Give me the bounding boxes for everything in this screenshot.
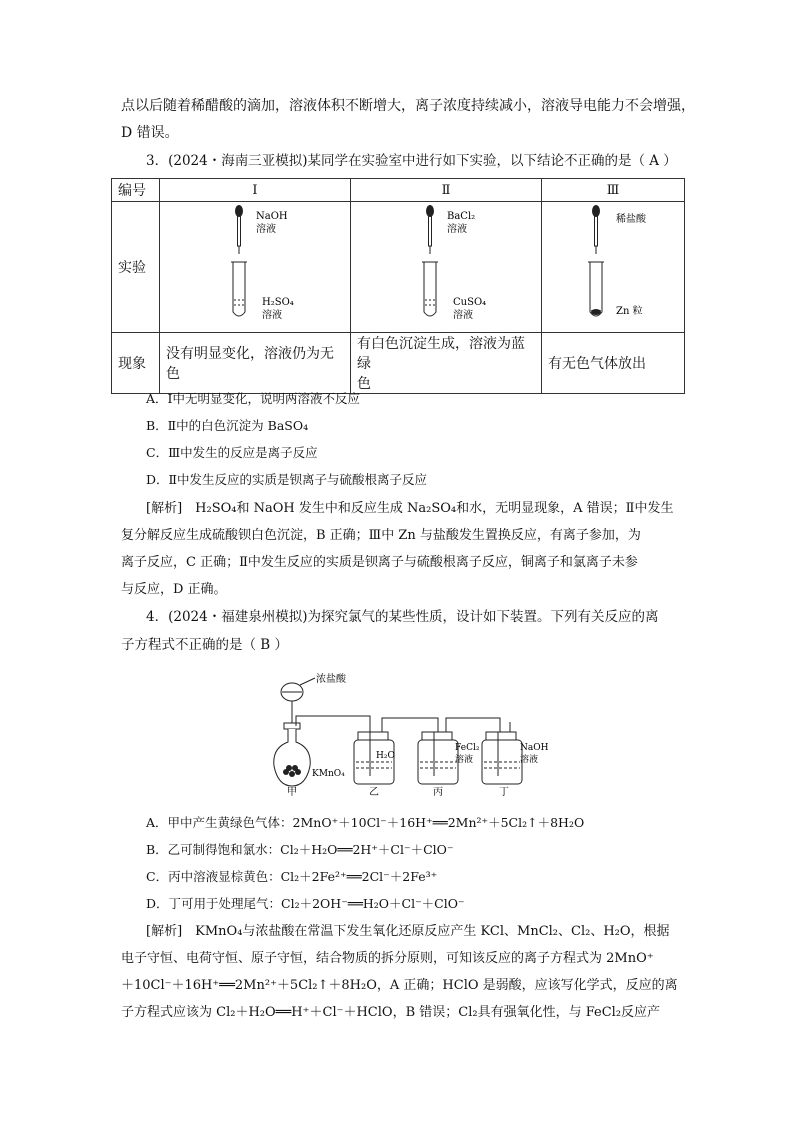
exp1-tube-label2: 溶液 <box>262 310 282 321</box>
q4-analysis-3: ＋10Cl⁻＋16H⁺══2Mn²⁺＋5Cl₂↑＋8H₂O，A 正确；HClO 是弱酸，应该写化学式，反应的离 <box>121 978 678 993</box>
intro-line-2: D 错误。 <box>121 125 179 141</box>
experiment-1-cell <box>160 202 351 333</box>
q4-analysis-1: [解析] KMnO₄与浓盐酸在常温下发生氧化还原反应产生 KCl、MnCl₂、Cl₂、H₂O，根据 <box>146 924 670 939</box>
label-bing: 丙 <box>433 787 443 798</box>
phenomenon-3: 有无色气体放出 <box>542 333 685 394</box>
q4-option-d: D．丁可用于处理尾气：Cl₂＋2OH⁻══H₂O＋Cl⁻＋ClO⁻ <box>146 896 465 911</box>
experiment-2-diagram <box>357 202 535 328</box>
q3-analysis-3: 离子反应，C 正确；Ⅱ中发生反应的实质是钡离子与硫酸根离子反应，铜离子和氯离子未参 <box>121 555 638 570</box>
phenomenon-2-line1: 有白色沉淀生成，溶液为蓝绿 <box>357 336 525 372</box>
col-header-1: Ⅰ <box>160 179 351 202</box>
q3-analysis-4: 与反应，D 正确。 <box>121 582 227 597</box>
row-label-experiment: 实验 <box>112 202 160 333</box>
phenomenon-2 <box>351 333 542 394</box>
q4-option-b: B．乙可制得饱和氯水：Cl₂＋H₂O══2H⁺＋Cl⁻＋ClO⁻ <box>146 842 454 857</box>
q4-option-c: C．丙中溶液显棕黄色：Cl₂＋2Fe²⁺══2Cl⁻＋2Fe³⁺ <box>146 869 438 884</box>
exp1-dropper-label: NaOH <box>256 211 288 222</box>
exp1-tube-label: H₂SO₄ <box>262 297 294 308</box>
flask-reagent-label: KMnO₄ <box>312 769 345 779</box>
q3-option-a: A．Ⅰ中无明显变化，说明两溶液不反应 <box>146 391 360 406</box>
bottle-bing-label2: 溶液 <box>455 755 474 765</box>
experiment-3-cell <box>542 202 685 333</box>
phenomenon-2-line2: 色 <box>357 376 371 392</box>
exp2-dropper-label2: 溶液 <box>447 224 467 235</box>
q4-stem-2: 子方程式不正确的是（ B ） <box>121 637 289 653</box>
q3-analysis-1: [解析] H₂SO₄和 NaOH 发生中和反应生成 Na₂SO₄和水，无明显现象，A 错误；Ⅱ中发生 <box>146 501 674 516</box>
q4-analysis-2: 电子守恒、电荷守恒、原子守恒，结合物质的拆分原则，可知该反应的离子方程式为 2MnO⁺ <box>121 951 654 966</box>
label-yi: 乙 <box>369 787 379 798</box>
experiment-table <box>111 178 685 394</box>
bottle-yi-label: H₂O <box>376 751 395 761</box>
label-jia: 甲 <box>287 787 297 798</box>
q4-stem-1: 4．(2024・福建泉州模拟)为探究氯气的某些性质，设计如下装置。下列有关反应的离 <box>146 609 659 625</box>
experiment-1-diagram <box>166 202 344 328</box>
exp3-tube-label: Zn 粒 <box>616 306 643 317</box>
exp2-tube-label: CuSO₄ <box>453 297 487 308</box>
bottle-bing-label: FeCl₂ <box>455 743 480 753</box>
q3-stem: 3．(2024・海南三亚模拟)某同学在实验室中进行如下实验，以下结论不正确的是（ A ） <box>146 153 677 169</box>
intro-line-1: 点以后随着稀醋酸的滴加，溶液体积不断增大，离子浓度持续减小，溶液导电能力不会增强， <box>121 98 695 114</box>
col-header-2: Ⅱ <box>351 179 542 202</box>
q3-option-b: B．Ⅱ中的白色沉淀为 BaSO₄ <box>146 418 309 433</box>
row-label-phenomenon: 现象 <box>112 333 160 394</box>
exp2-dropper-label: BaCl₂ <box>447 211 476 222</box>
q3-analysis-2: 复分解反应生成硫酸钡白色沉淀，B 正确；Ⅲ中 Zn 与盐酸发生置换反应，有离子参加，为 <box>121 528 641 543</box>
bottle-ding-label2: 溶液 <box>520 755 539 765</box>
label-ding: 丁 <box>499 787 509 798</box>
exp1-dropper-label2: 溶液 <box>256 224 276 235</box>
exp3-dropper-label: 稀盐酸 <box>616 214 646 225</box>
phenomenon-1: 没有明显变化，溶液仍为无色 <box>160 333 351 394</box>
experiment-2-cell <box>351 202 542 333</box>
col-header-3: Ⅲ <box>542 179 685 202</box>
exp2-tube-label2: 溶液 <box>453 310 473 321</box>
q3-option-d: D．Ⅱ中发生反应的实质是钡离子与硫酸根离子反应 <box>146 472 428 487</box>
q4-analysis-4: 子方程式应该为 Cl₂＋H₂O══H⁺＋Cl⁻＋HClO，B 错误；Cl₂具有强氧化性，与 FeCl₂反应产 <box>121 1005 661 1020</box>
q3-option-c: C．Ⅲ中发生的反应是离子反应 <box>146 445 318 460</box>
chlorine-apparatus-diagram <box>270 668 560 798</box>
bottle-ding-label: NaOH <box>520 743 549 753</box>
col-header-number: 编号 <box>112 179 160 202</box>
funnel-label: 浓盐酸 <box>316 674 346 685</box>
q4-option-a: A．甲中产生黄绿色气体：2MnO⁺＋10Cl⁻＋16H⁺══2Mn²⁺＋5Cl₂↑＋8H₂O <box>146 815 585 830</box>
experiment-3-diagram <box>548 202 678 328</box>
